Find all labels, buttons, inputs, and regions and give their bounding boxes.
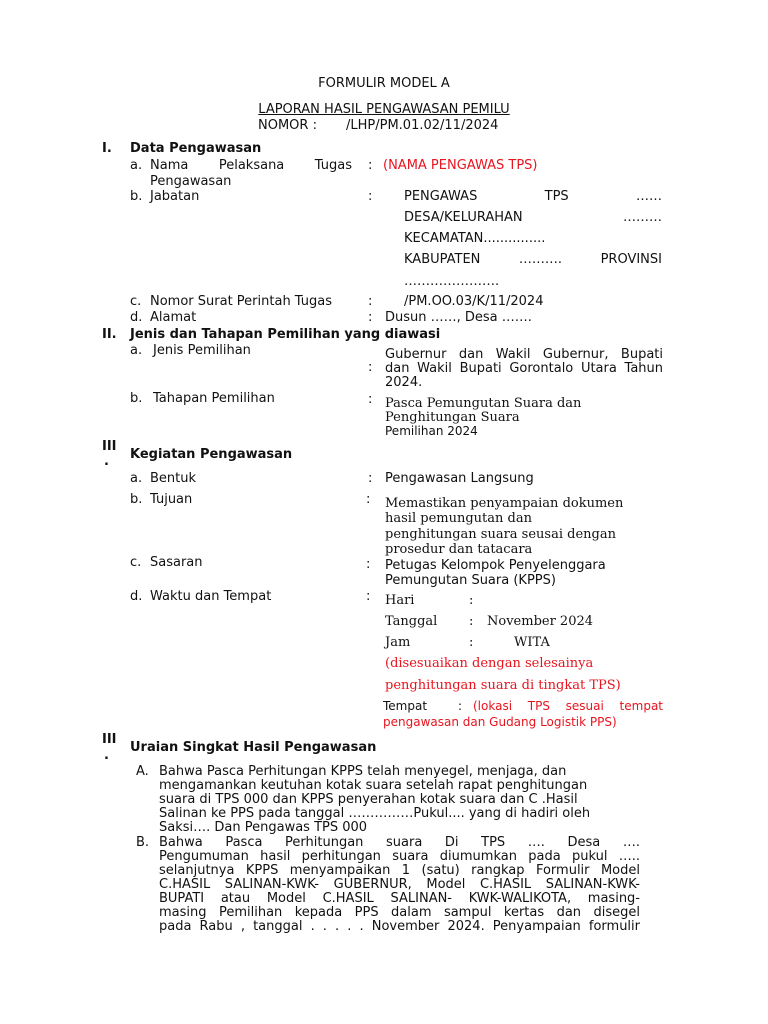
section-4-number-dot: .	[104, 748, 109, 763]
tempat-label: Tempat	[383, 699, 428, 713]
tempat-value-line2: pengawasan dan Gudang Logistik PPS)	[383, 715, 617, 729]
nomor-label: NOMOR :	[258, 118, 317, 133]
item-4a-line5: Saksi…. Dan Pengawas TPS 000	[159, 820, 368, 835]
item-4a-label: A.	[136, 764, 149, 779]
item-1a-text-cont: Pengawasan	[150, 174, 232, 189]
item-4b-line6: masing Pemilihan kepada PPS dalam sampul kertas dan disegel	[159, 905, 640, 920]
item-2b-value-line1: Pasca Pemungutan Suara dan	[385, 396, 582, 411]
item-2a-value-line1: Gubernur dan Wakil Gubernur, Bupati	[385, 347, 663, 362]
item-4a-line3: suara di TPS 000 dan KPPS penyerahan kotak suara dan C .Hasil	[159, 792, 578, 807]
item-4b-line3: selanjutnya KPPS menyampaikan 1 (satu) rangkap Formulir Model	[159, 863, 640, 878]
item-3a-label: a.	[130, 471, 143, 486]
tempat-value-line1: (lokasi TPS sesuai tempat	[473, 699, 663, 713]
colon: :	[368, 158, 373, 173]
item-3c-text: Sasaran	[150, 555, 203, 570]
item-2a-text: Jenis Pemilihan	[153, 343, 251, 358]
item-2b-value-line2: Penghitungan Suara	[385, 410, 520, 425]
item-3d-text: Waktu dan Tempat	[150, 589, 272, 604]
item-3c-value-line2: Pemungutan Suara (KPPS)	[385, 573, 556, 588]
item-3b-value-line2: hasil pemungutan dan	[385, 511, 532, 526]
item-2a-value-line2: dan Wakil Bupati Gorontalo Utara Tahun	[385, 361, 663, 376]
item-4a-line2: mengamankan keutuhan kotak suara setelah rapat penghitungan	[159, 778, 588, 793]
item-1b-value-line1: PENGAWAS TPS ……	[404, 189, 662, 204]
item-3b-value-line4: prosedur dan tatacara	[385, 542, 533, 557]
colon: :	[368, 471, 373, 486]
tanggal-value: November 2024	[487, 614, 594, 629]
item-3b-label: b.	[130, 492, 143, 507]
jam-label: Jam	[385, 635, 411, 650]
form-title: FORMULIR MODEL A	[318, 76, 450, 91]
item-1b-text: Jabatan	[150, 189, 200, 204]
section-4-title: Uraian Singkat Hasil Pengawasan	[130, 740, 377, 755]
item-1d-text: Alamat	[150, 310, 197, 325]
item-1a-label: a.	[130, 158, 143, 173]
colon: :	[458, 699, 463, 713]
colon: :	[368, 294, 373, 309]
item-1a-value: (NAMA PENGAWAS TPS)	[383, 158, 538, 173]
item-4a-line1: Bahwa Pasca Perhitungan KPPS telah menyegel, menjaga, dan	[159, 764, 567, 779]
item-1b-value-line5: ………………….	[404, 274, 500, 289]
item-4b-line5: BUPATI atau Model C.HASIL SALINAN- KWK-WALIKOTA, masing-	[159, 891, 640, 906]
item-4a-line4: Salinan ke PPS pada tanggal ……………Pukul.... yang di hadiri oleh	[159, 806, 591, 821]
colon: :	[469, 593, 474, 608]
colon: :	[366, 557, 371, 572]
item-2a-value-line3: 2024.	[385, 375, 423, 390]
waktu-note-line2: penghitungan suara di tingkat TPS)	[385, 678, 621, 693]
colon: :	[368, 310, 373, 325]
item-4b-line2: Pengumuman hasil perhitungan suara diumumkan pada pukul …..	[159, 849, 640, 864]
item-1d-value: Dusun ……, Desa …….	[385, 310, 532, 325]
colon: :	[469, 635, 474, 650]
item-3b-value-line1: Memastikan penyampaian dokumen	[385, 496, 624, 511]
item-3b-value-line3: penghitungan suara seusai dengan	[385, 527, 616, 542]
colon: :	[366, 589, 371, 604]
section-1-title: Data Pengawasan	[130, 141, 262, 156]
item-1a-text: Nama Pelaksana Tugas	[150, 158, 352, 173]
waktu-note-line1: (disesuaikan dengan selesainya	[385, 656, 594, 671]
section-3-title: Kegiatan Pengawasan	[130, 447, 293, 462]
item-1b-value-line3: KECAMATAN...............	[404, 231, 546, 246]
colon: :	[368, 360, 373, 375]
item-1b-label: b.	[130, 189, 143, 204]
jam-value: WITA	[514, 635, 550, 650]
item-3c-value-line1: Petugas Kelompok Penyelenggara	[385, 558, 606, 573]
item-4b-line7: pada Rabu , tanggal . . . . . November 2024. Penyampaian formulir	[159, 919, 640, 934]
item-2b-text: Tahapan Pemilihan	[153, 391, 275, 406]
item-3a-value: Pengawasan Langsung	[385, 471, 534, 486]
item-1b-value-line2: DESA/KELURAHAN ………	[404, 210, 662, 225]
item-1c-label: c.	[130, 294, 142, 309]
item-1b-value-line4: KABUPATEN ………. PROVINSI	[404, 252, 662, 267]
nomor-value: /LHP/PM.01.02/11/2024	[346, 118, 499, 133]
item-2a-label: a.	[130, 343, 143, 358]
item-4b-line1: Bahwa Pasca Perhitungan suara Di TPS …. Desa ….	[159, 835, 640, 850]
item-3b-text: Tujuan	[150, 492, 193, 507]
item-2b-label: b.	[130, 391, 143, 406]
item-1d-label: d.	[130, 310, 143, 325]
colon: :	[368, 392, 373, 407]
item-4b-label: B.	[136, 835, 150, 850]
section-2-number: II.	[102, 327, 117, 342]
hari-label: Hari	[385, 593, 415, 608]
section-1-number: I.	[102, 141, 112, 156]
section-4-number: III	[102, 732, 117, 747]
colon: :	[368, 189, 373, 204]
item-3c-label: c.	[130, 555, 142, 570]
item-3a-text: Bentuk	[150, 471, 197, 486]
item-1c-value: /PM.OO.03/K/11/2024	[404, 294, 544, 309]
item-3d-label: d.	[130, 589, 143, 604]
section-3-number-dot: .	[104, 454, 109, 469]
report-title: LAPORAN HASIL PENGAWASAN PEMILU	[258, 102, 510, 117]
colon: :	[469, 614, 474, 629]
item-4b-line4: C.HASIL SALINAN-KWK- GUBERNUR, Model C.HASIL SALINAN-KWK-	[159, 877, 640, 892]
section-3-number: III	[102, 439, 117, 454]
tanggal-label: Tanggal	[385, 614, 438, 629]
section-2-title: Jenis dan Tahapan Pemilihan yang diawasi	[130, 327, 441, 342]
item-2b-value-line3: Pemilihan 2024	[385, 424, 478, 438]
colon: :	[366, 492, 371, 507]
item-1c-text: Nomor Surat Perintah Tugas	[150, 294, 333, 309]
